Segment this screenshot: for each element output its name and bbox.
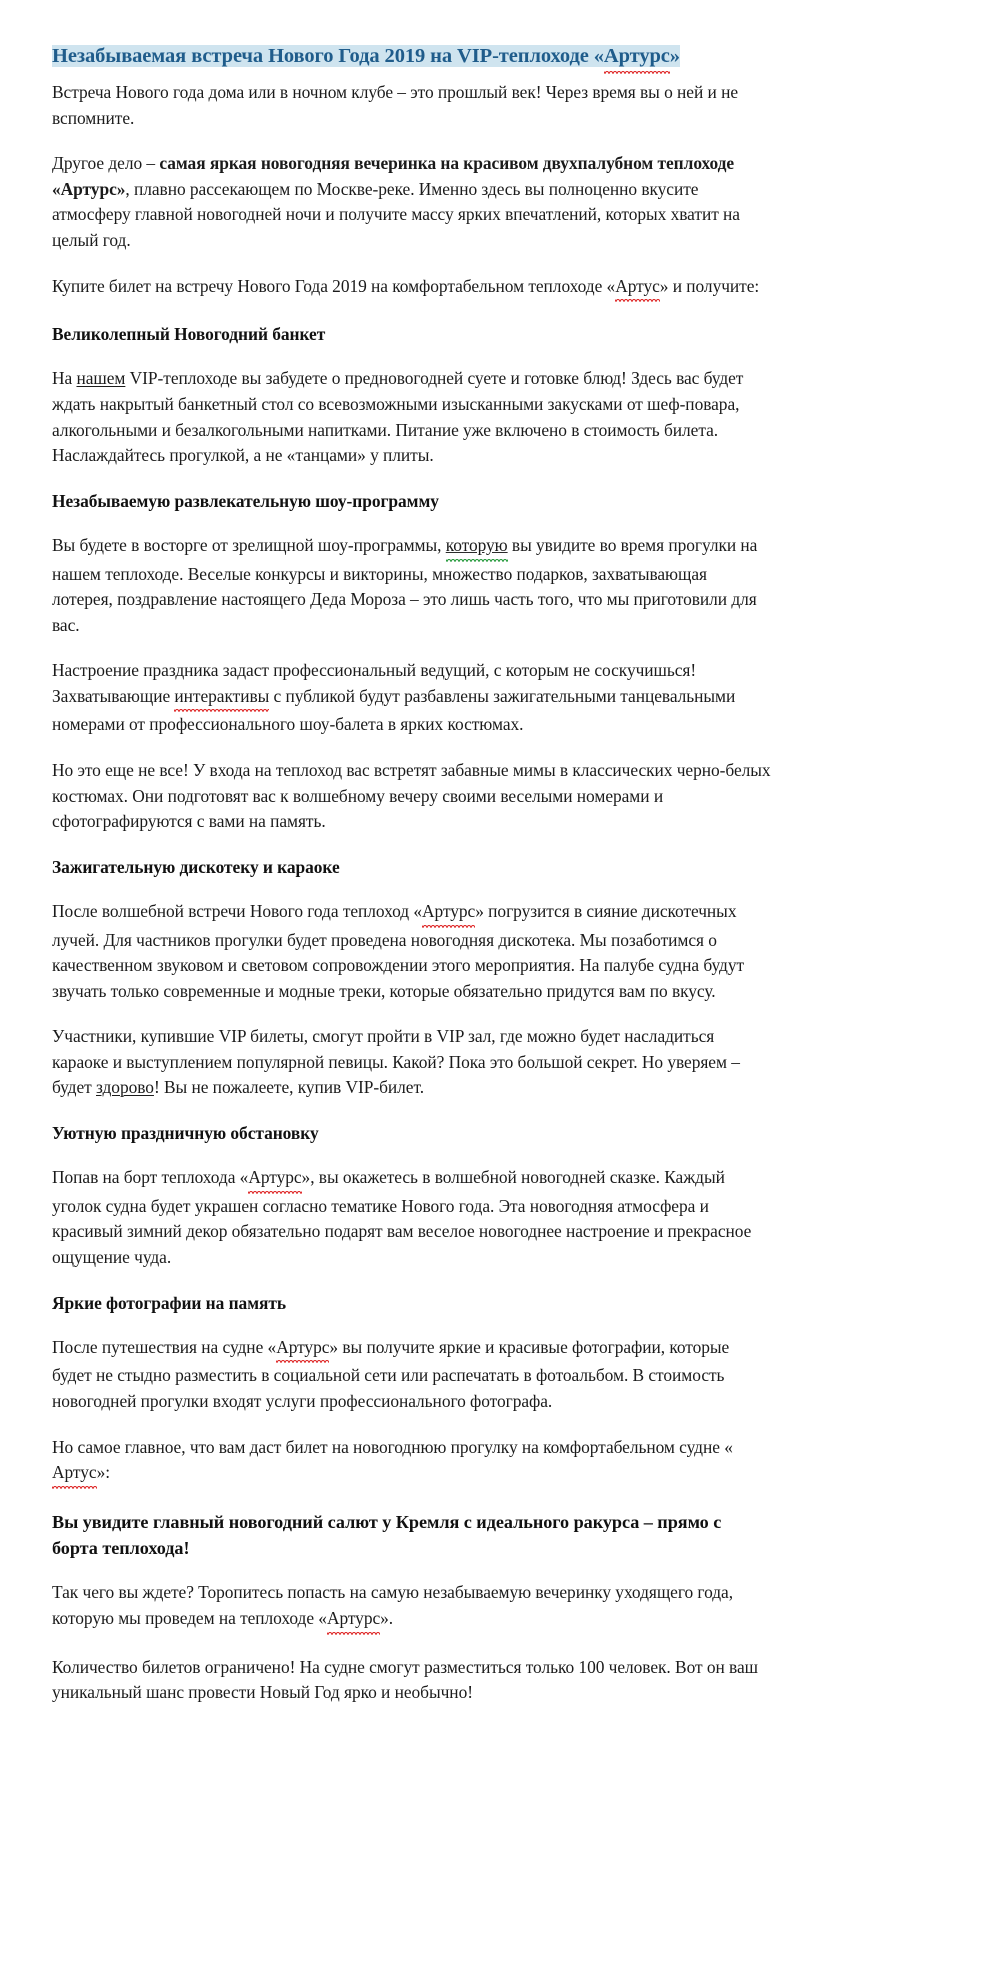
body-paragraph (52, 1335, 771, 1415)
body-paragraph (52, 1024, 771, 1101)
spellcheck-misspelled-word: Артурс (248, 1165, 301, 1194)
body-paragraph (52, 1435, 771, 1489)
section-heading (52, 489, 771, 514)
text-run: Но самое главное, что вам даст билет на новогоднюю прогулку на комфортабельном судне « (52, 1436, 733, 1457)
bold-text-run: самая яркая новогодняя вечеринка на красивом двухпалубном теплоходе «Артурс» (52, 153, 735, 199)
section-heading (52, 1509, 771, 1562)
bold-text-run: Вы увидите главный новогодний салют у Кремля с идеального ракурса – прямо с борта теплохода! (52, 1511, 722, 1559)
text-run: Настроение праздника задаст профессиональный ведущий, с которым не соскучишься! Захватывающие (52, 660, 697, 706)
page-title (52, 45, 680, 67)
page-title-misspelled-word: Артурс (604, 42, 670, 74)
inline-link[interactable]: здорово (96, 1077, 154, 1098)
text-run: Другое дело – (52, 153, 160, 174)
text-run: Попав на борт теплохода « (52, 1167, 249, 1188)
text-run: VIP-теплоходе вы забудете о предновогодней суете и готовке блюд! Здесь вас будет ждать накрытый банкетный стол со всевозможными изысканными закусками от шеф-повара, алкогольными и безалкогольными напитками. Питание уже включено в стоимость билета. Наслаждайтесь прогулкой, а не «танцами» у плиты. (52, 368, 744, 466)
section-heading (52, 1121, 771, 1146)
text-run: После путешествия на судне « (52, 1336, 277, 1357)
text-run: ». (380, 1608, 394, 1629)
text-run: » погрузится в сияние дискотечных лучей. Для частников прогулки будет проведена новогодняя дискотека. Мы позаботимся о качественном звуковом и световом сопровождении этого мероприятия. На палубе судна будут звучать только современные и модные треки, которые обязательно придутся вам по вкусу. (52, 900, 745, 1001)
text-run: Так чего вы ждете? Торопитесь попасть на самую незабываемую вечеринку уходящего года, которую мы проведем на теплоходе « (52, 1582, 733, 1629)
text-run: После волшебной встречи Нового года теплоход « (52, 900, 423, 921)
page-title-text-after: » (669, 45, 680, 67)
text-run: », вы окажетесь в волшебной новогодней сказке. Каждый уголок судна будет украшен согласно тематике Нового года. Эта новогодняя атмосфера и красивый зимний декор обязательно подарят вам веселое новогоднее настроение и прекрасное ощущение чуда. (52, 1167, 752, 1267)
section-heading (52, 322, 771, 347)
body-paragraph (52, 758, 771, 835)
text-run: Но это еще не все! У входа на теплоход вас встретят забавные мимы в классических черно-белых костюмах. Они подготовят вас к волшебному вечеру своими веселыми номерами и сфотографируются с вами на память. (52, 759, 771, 832)
body-paragraph (52, 274, 771, 303)
page-title-text-before: Незабываемая встреча Нового Года 2019 на VIP-теплоходе « (52, 45, 604, 67)
bold-text-run: Зажигательную дискотеку и караоке (52, 856, 340, 877)
bold-text-run: Яркие фотографии на память (52, 1292, 287, 1313)
text-run: Встреча Нового года дома или в ночном клубе – это прошлый век! Через время вы о ней и не вспомните. (52, 82, 739, 128)
text-run: » вы получите яркие и красивые фотографии, которые будет не стыдно разместить в социальной сети или распечатать в фотоальбом. В стоимость новогодней прогулки входят услуги профессионального фотографа. (52, 1336, 730, 1411)
inline-link[interactable]: нашем (76, 368, 126, 389)
spellcheck-misspelled-word: Артурс (422, 899, 475, 928)
text-run: Вы будете в восторге от зрелищной шоу-программы, (52, 534, 446, 555)
text-run: Участники, купившие VIP билеты, смогут пройти в VIP зал, где можно будет насладиться караоке и выступлением популярной певицы. Какой? Пока это большой секрет. Но уверяем – будет (52, 1026, 740, 1098)
spellcheck-misspelled-word: интерактивы (174, 684, 269, 713)
spellcheck-misspelled-word: Артурс (327, 1606, 380, 1635)
bold-text-run: Уютную праздничную обстановку (52, 1123, 319, 1143)
text-run: Количество билетов ограничено! На судне смогут разместиться только 100 человек. Вот он ваш уникальный шанс провести Новый Год ярко и необычно! (52, 1656, 758, 1703)
text-run: вы увидите во время прогулки на нашем теплоходе. Веселые конкурсы и викторины, множество подарков, захватывающая лотерея, поздравление настоящего Деда Мороза – это лишь часть того, что мы приготовили для вас. (52, 534, 758, 635)
body-paragraph (52, 899, 771, 1004)
body-paragraph (52, 366, 771, 468)
body-paragraph (52, 658, 771, 738)
text-run: , плавно рассекающем по Москве-реке. Именно здесь вы полноценно вкусите атмосферу главной новогодней ночи и получите массу ярких впечатлений, которых хватит на целый год. (52, 178, 740, 250)
spellcheck-misspelled-word: Артус (615, 274, 660, 303)
bold-text-run: Великолепный Новогодний банкет (52, 324, 326, 345)
body-paragraph (52, 1655, 771, 1706)
body-paragraph (52, 1165, 771, 1270)
grammarcheck-flagged-word[interactable]: которую (446, 533, 508, 562)
text-run: с публикой будут разбавлены зажигательными танцевальными номерами от профессионального шоу-балета в ярких костюмах. (52, 685, 736, 735)
document-body (52, 80, 771, 1706)
text-run: ! Вы не пожалеете, купив VIP-билет. (153, 1077, 424, 1098)
page-title-wrapper (52, 42, 771, 74)
text-run: Купите билет на встречу Нового Года 2019 на комфортабельном теплоходе « (52, 275, 616, 296)
section-heading (52, 855, 771, 880)
body-paragraph (52, 151, 771, 253)
section-heading (52, 1291, 771, 1316)
body-paragraph (52, 533, 771, 638)
spellcheck-misspelled-word: Артурс (276, 1335, 329, 1364)
bold-text-run: Незабываемую развлекательную шоу-программу (52, 490, 439, 511)
spellcheck-misspelled-word: Артус (52, 1460, 97, 1489)
text-run: » и получите: (659, 275, 760, 296)
body-paragraph (52, 1580, 771, 1634)
text-run: На (52, 368, 77, 389)
body-paragraph (52, 80, 771, 131)
text-run: »: (96, 1462, 110, 1483)
